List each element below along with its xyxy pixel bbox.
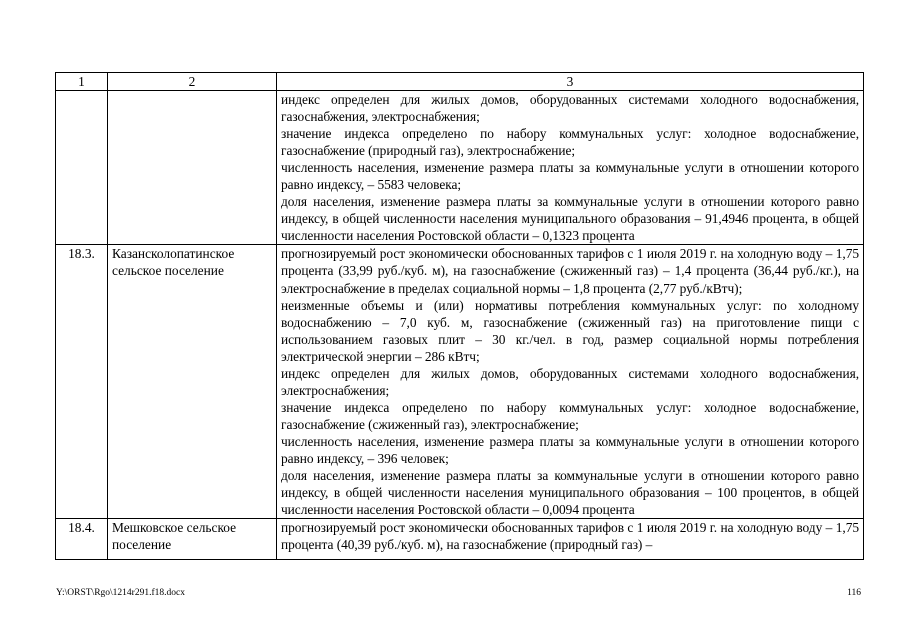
description-paragraph: неизменные объемы и (или) нормативы потребления коммунальных услуг: по холодному водоснабжению – 7,0 куб. м, газоснабжение (сжиженный газ) на приготовление пищи с использованием газовых плит – 30 кг./чел. в год, размер социальной нормы потребления электрической энергии – 286 кВтч; (281, 297, 859, 364)
description-paragraph: прогнозируемый рост экономически обоснованных тарифов с 1 июля 2019 г. на холодную воду – 1,75 процента (40,39 руб./куб. м), на газоснабжение (природный газ) – (281, 520, 859, 553)
description-paragraph: индекс определен для жилых домов, оборудованных системами холодного водоснабжения, газоснабжения, электроснабжения; (281, 92, 859, 125)
table-row (56, 245, 864, 519)
row-number-cell (56, 91, 108, 245)
description-clip (281, 519, 859, 559)
footer-page-number: 116 (847, 588, 861, 598)
row-description-cell (277, 519, 864, 560)
description-paragraph: индекс определен для жилых домов, оборудованных системами холодного водоснабжения, электроснабжения; (281, 365, 859, 398)
column-header-3: 3 (277, 73, 864, 91)
table-row-continuation (56, 91, 864, 245)
column-header-1: 1 (56, 73, 108, 91)
row-description-cell (277, 91, 864, 245)
column-header-2: 2 (108, 73, 277, 91)
description-paragraph: значение индекса определено по набору коммунальных услуг: холодное водоснабжение, газоснабжение (природный газ), электроснабжение; (281, 126, 859, 159)
tariff-index-table (55, 72, 864, 560)
description-paragraph: значение индекса определено по набору коммунальных услуг: холодное водоснабжение, газоснабжение (сжиженный газ), электроснабжение; (281, 399, 859, 432)
description-paragraph: доля населения, изменение размера платы за коммунальные услуги в отношении которого равно индексу, в общей численности населения муниципального образования – 100 процентов, в общей численности населения Ростовской области – 0,0094 процента (281, 468, 859, 518)
row-name-cell: Мешковское сельское поселение (108, 519, 277, 560)
description-paragraph: прогнозируемый рост экономически обоснованных тарифов с 1 июля 2019 г. на холодную воду – 1,75 процента (33,99 руб./куб. м), на газоснабжение (сжиженный газ) – 1,4 процента (36,44 руб./кг.), на электроснабжение в пределах социальной нормы – 1,8 процента (2,77 руб./кВтч); (281, 246, 859, 296)
description-paragraph: численность населения, изменение размера платы за коммунальные услуги в отношении которого равно индексу, – 396 человек; (281, 433, 859, 466)
description-paragraph: численность населения, изменение размера платы за коммунальные услуги в отношении которого равно индексу, – 5583 человека; (281, 160, 859, 193)
table-header-row (56, 73, 864, 91)
row-number-cell: 18.4. (56, 519, 108, 560)
row-description-cell (277, 245, 864, 519)
row-number-cell: 18.3. (56, 245, 108, 519)
table-row (56, 519, 864, 560)
footer-file-path: Y:\ORST\Rgo\1214r291.f18.docx (56, 588, 185, 598)
description-paragraph: доля населения, изменение размера платы за коммунальные услуги в отношении которого равно индексу, в общей численности населения муниципального образования – 91,4946 процента, в общей численности населения Ростовской области – 0,1323 процента (281, 194, 859, 244)
row-name-cell: Казансколопатинское сельское поселение (108, 245, 277, 519)
row-name-cell (108, 91, 277, 245)
